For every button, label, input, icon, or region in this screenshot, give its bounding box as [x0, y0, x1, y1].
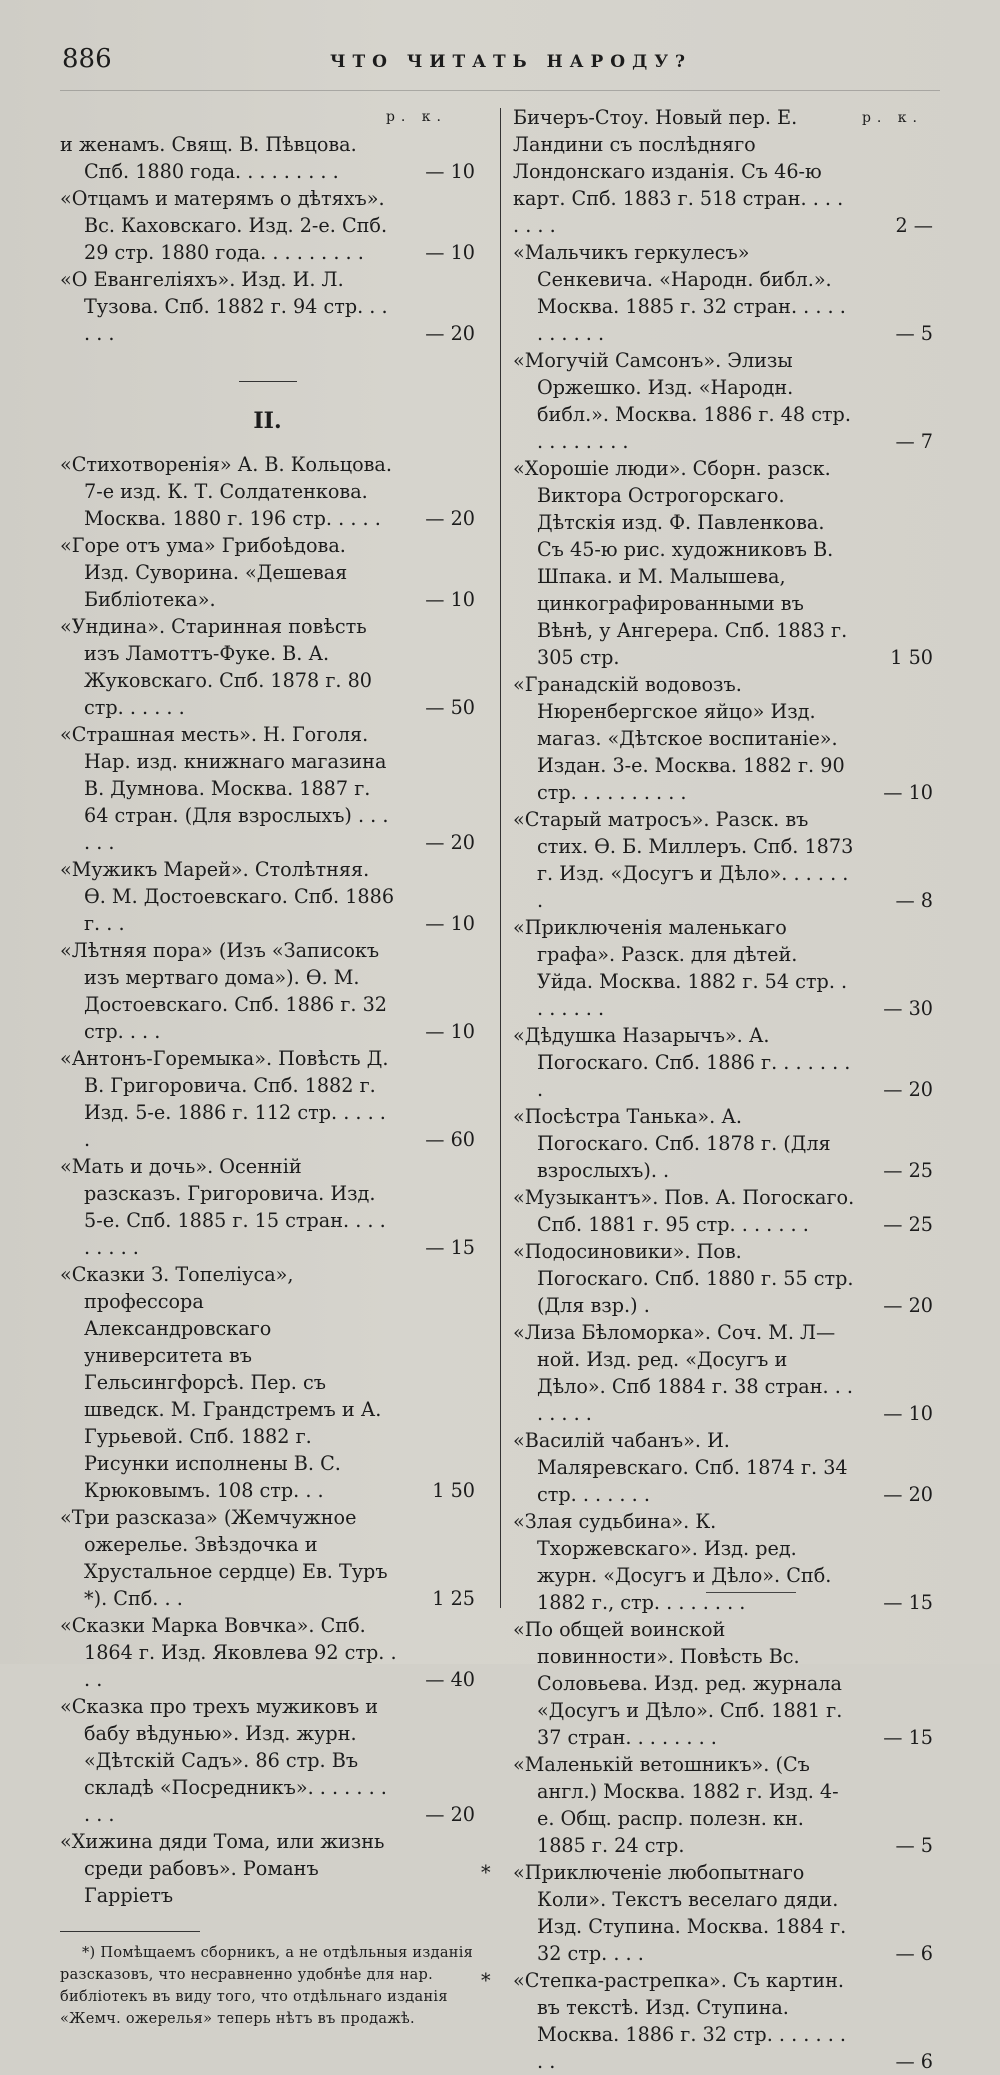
entry-price: — 10	[425, 241, 475, 264]
entry-price: — 40	[425, 1668, 475, 1691]
entry-price: — 6	[895, 1942, 933, 1965]
right-currency-label: р. к.	[861, 110, 923, 126]
entry-text: «Сказки Марка Вовчка». Спб. 1864 г. Изд. Яковлева 92 стр. . . .	[60, 1614, 397, 1691]
entry-text: Бичеръ-Стоу. Новый пер. Е. Ландини съ послѣдняго Лондонскаго изданія. Съ 46-ю карт. Спб. 1883 г. 518 стран. . . . . . . .	[513, 106, 844, 237]
entry-price: — 20	[425, 831, 475, 854]
catalog-entry	[60, 1828, 475, 1909]
left-entries	[60, 451, 475, 1909]
entry-text: «Злая судьбина». К. Тхоржевскаго». Изд. ред. журн. «Досугъ и Дѣло». Спб. 1882 г., стр. . . . . . . .	[513, 1510, 832, 1614]
entry-text: «Отцамъ и матерямъ о дѣтяхъ». Вс. Каховскаго. Изд. 2-е. Спб. 29 стр. 1880 года. . . . . . . . .	[60, 187, 388, 264]
right-column	[481, 104, 933, 2075]
entry-text: «Лиза Бѣломорка». Соч. М. Л—ной. Изд. ред. «Досугъ и Дѣло». Спб 1884 г. 38 стран. . . . . . . .	[513, 1321, 854, 1425]
entry-price: — 6	[895, 2050, 933, 2073]
entry-price: — 20	[425, 322, 475, 345]
catalog-entry	[60, 856, 475, 937]
catalog-entry	[513, 1184, 933, 1238]
page-number: 886	[62, 44, 112, 74]
entry-price: — 50	[425, 696, 475, 719]
catalog-entry	[513, 239, 933, 347]
entry-text: «Ундина». Старинная повѣсть изъ Ламоттъ-Фуке. В. А. Жуковскаго. Спб. 1878 г. 80 стр. . . . . .	[60, 615, 372, 719]
entry-text: «Сказки З. Топеліуса», профессора Александровскаго университета въ Гельсингфорсѣ. Пер. съ шведск. М. Грандстремъ и А. Гурьевой. Спб. 1882 г. Рисунки исполнены В. С. Крюковымъ. 108 стр. . .	[60, 1263, 382, 1502]
left-top-entries	[60, 131, 475, 347]
catalog-entry	[60, 185, 475, 266]
catalog-entry: * «Приключеніе любопытнаго Коли». Текстъ веселаго дяди. Изд. Ступина. Москва. 1884 г. 32 стр. . . . — 6	[481, 1861, 933, 1965]
entry-text: «Посѣстра Танька». А. Погоскаго. Спб. 1878 г. (Для взрослыхъ). .	[513, 1105, 831, 1182]
entry-price: — 10	[883, 781, 933, 804]
entry-text: «О Евангеліяхъ». Изд. И. Л. Тузова. Спб. 1882 г. 94 стр. . . . . .	[60, 268, 388, 345]
entry-price: — 10	[425, 912, 475, 935]
catalog-entry	[60, 266, 475, 347]
section-rule	[239, 381, 297, 382]
catalog-entry	[513, 1616, 933, 1751]
entry-text: «Мужикъ Марей». Столѣтняя. Ѳ. М. Достоевскаго. Спб. 1886 г. . .	[60, 858, 395, 935]
entry-price: — 7	[895, 430, 933, 453]
catalog-entry	[60, 937, 475, 1045]
entry-price: — 5	[895, 1834, 933, 1857]
entry-text: «Мальчикъ геркулесъ» Сенкевича. «Народн. библ.». Москва. 1885 г. 32 стран. . . . . . . . . . .	[513, 241, 846, 345]
currency-label: р. к.	[385, 109, 447, 125]
catalog-entry	[60, 1504, 475, 1612]
catalog-entry	[60, 1693, 475, 1828]
currency-header	[60, 104, 475, 131]
entry-price: — 15	[883, 1726, 933, 1749]
entry-price: — 8	[895, 889, 933, 912]
catalog-entry	[60, 721, 475, 856]
entry-text: «Горе отъ ума» Грибоѣдова. Изд. Суворина. «Дешевая Библіотека».	[60, 534, 348, 611]
entry-price: — 25	[883, 1213, 933, 1236]
section-title: II.	[253, 408, 282, 434]
catalog-entry	[513, 1427, 933, 1508]
catalog-entry	[513, 914, 933, 1022]
entry-text: «Стихотворенія» А. В. Кольцова. 7-е изд. К. Т. Солдатенкова. Москва. 1880 г. 196 стр. . . . .	[60, 453, 392, 530]
catalog-entry	[513, 104, 933, 239]
catalog-entry	[513, 671, 933, 806]
entry-text: «Приключенія маленькаго графа». Разск. для дѣтей. Уйда. Москва. 1882 г. 54 стр. . . . . . . .	[513, 916, 848, 1020]
catalog-entry	[513, 806, 933, 914]
catalog-entry	[60, 532, 475, 613]
entry-text: «Музыкантъ». Пов. А. Погоскаго. Спб. 1881 г. 95 стр. . . . . . .	[513, 1186, 855, 1236]
entry-price: — 10	[425, 1020, 475, 1043]
entry-text: «Хорошіе люди». Сборн. разск. Виктора Острогорскаго. Дѣтскія изд. Ф. Павленкова. Съ 45-ю рис. художниковъ В. Шпака. и М. Малышева, цинкографированными въ Вѣнѣ, у Ангерера. Спб. 1883 г. 305 стр.	[513, 457, 848, 669]
entry-text: «Дѣдушка Назарычъ». А. Погоскаго. Спб. 1886 г. . . . . . . .	[513, 1024, 851, 1101]
right-entries	[481, 104, 933, 2075]
catalog-entry	[513, 1319, 933, 1427]
entry-text: «Хижина дяди Тома, или жизнь среди рабовъ». Романъ Гарріетъ	[60, 1830, 385, 1907]
catalog-entry	[60, 1153, 475, 1261]
footnote: *) Помѣщаемъ сборникъ, а не отдѣльныя изданія разсказовъ, что несравненно удобнѣе для нар. библіотекъ въ виду того, что отдѣльнаго изданія «Жемч. ожерелья» теперь нѣтъ въ продажѣ.	[60, 1945, 474, 2027]
entry-text: и женамъ. Свящ. В. Пѣвцова. Спб. 1880 года. . . . . . . . .	[60, 133, 357, 183]
entry-text: «Степка-растрепка». Съ картин. въ текстѣ. Изд. Ступина. Москва. 1886 г. 32 стр. . . . . . . . .	[513, 1969, 847, 2073]
entry-price: — 60	[425, 1128, 475, 1151]
header-rule	[60, 90, 940, 91]
entry-price: — 10	[883, 1402, 933, 1425]
catalog-entry	[513, 347, 933, 455]
entry-text: «Старый матросъ». Разск. въ стих. Ѳ. Б. Миллеръ. Спб. 1873 г. Изд. «Досугъ и Дѣло». . . . . . .	[513, 808, 854, 912]
running-title: ЧТО ЧИТАТЬ НАРОДУ?	[330, 52, 692, 72]
entry-price: 2 —	[895, 214, 933, 237]
entry-text: «Маленькій ветошникъ». (Съ англ.) Москва. 1882 г. Изд. 4-е. Общ. распр. полезн. кн. 1885 г. 24 стр.	[513, 1753, 839, 1857]
entry-text: «Василій чабанъ». И. Маляревскаго. Спб. 1874 г. 34 стр. . . . . . .	[513, 1429, 848, 1506]
catalog-entry	[513, 1508, 933, 1616]
left-column	[60, 104, 475, 2030]
entry-price: 1 25	[432, 1587, 475, 1610]
entry-price: — 30	[883, 997, 933, 1020]
entry-text: «Сказка про трехъ мужиковъ и бабу вѣдунью». Изд. журн. «Дѣтскій Садъ». 86 стр. Въ складѣ «Посредникъ». . . . . . . . . .	[60, 1695, 387, 1826]
catalog-entry: * «Степка-растрепка». Съ картин. въ текстѣ. Изд. Ступина. Москва. 1886 г. 32 стр. . . . . . . . . — 6	[481, 1969, 933, 2073]
entry-text: «Приключеніе любопытнаго Коли». Текстъ веселаго дяди. Изд. Ступина. Москва. 1884 г. 32 стр. . . .	[513, 1861, 847, 1965]
entry-text: «Могучій Самсонъ». Элизы Оржешко. Изд. «Народн. библ.». Москва. 1886 г. 48 стр. . . . . . . . .	[513, 349, 851, 453]
entry-price: — 10	[425, 160, 475, 183]
catalog-entry	[513, 455, 933, 671]
bottom-rule	[706, 1592, 796, 1593]
entry-price: — 20	[883, 1078, 933, 1101]
entry-text: «Страшная месть». Н. Гоголя. Нар. изд. книжнаго магазина В. Думнова. Москва. 1887 г. 64 стран. (Для взрослыхъ) . . . . . .	[60, 723, 389, 854]
catalog-entry	[60, 1261, 475, 1504]
catalog-entry	[513, 1751, 933, 1859]
entry-price: — 20	[883, 1294, 933, 1317]
catalog-entry	[60, 451, 475, 532]
entry-text: «Подосиновики». Пов. Погоскаго. Спб. 1880 г. 55 стр. (Для взр.) .	[513, 1240, 854, 1317]
footnote-rule	[60, 1931, 200, 1932]
entry-text: «Лѣтняя пора» (Изъ «Записокъ изъ мертваго дома»). Ѳ. М. Достоевскаго. Спб. 1886 г. 32 стр. . . .	[60, 939, 388, 1043]
column-divider	[500, 108, 501, 1608]
catalog-entry	[513, 1238, 933, 1319]
entry-text: «По общей воинской повинности». Повѣсть Вс. Соловьева. Изд. ред. журнала «Досугъ и Дѣло». Спб. 1881 г. 37 стран. . . . . . . .	[513, 1618, 843, 1749]
catalog-entry	[60, 613, 475, 721]
catalog-entry	[513, 1022, 933, 1103]
catalog-entry	[60, 1612, 475, 1693]
entry-price: 1 50	[432, 1479, 475, 1502]
entry-text: «Гранадскій водовозъ. Нюренбергское яйцо» Изд. магаз. «Дѣтское воспитаніе». Издан. 3-е. Москва. 1882 г. 90 стр. . . . . . . . . .	[513, 673, 845, 804]
catalog-entry	[513, 1103, 933, 1184]
entry-price: 1 50	[890, 646, 933, 669]
entry-price: — 20	[425, 1803, 475, 1826]
entry-price: — 15	[425, 1236, 475, 1259]
entry-price: — 20	[883, 1483, 933, 1506]
entry-price: — 25	[883, 1159, 933, 1182]
entry-text: «Мать и дочь». Осенній разсказъ. Григоровича. Изд. 5-е. Спб. 1885 г. 15 стран. . . . . . . . .	[60, 1155, 386, 1259]
entry-text: «Три разсказа» (Жемчужное ожерелье. Звѣздочка и Хрустальное сердце) Ев. Туръ *). Спб. . .	[60, 1506, 388, 1610]
catalog-entry	[60, 1045, 475, 1153]
entry-price: — 15	[883, 1591, 933, 1614]
entry-price: — 10	[425, 588, 475, 611]
entry-price: — 5	[895, 322, 933, 345]
entry-price: — 20	[425, 507, 475, 530]
entry-text: «Антонъ-Горемыка». Повѣсть Д. В. Григоровича. Спб. 1882 г. Изд. 5-е. 1886 г. 112 стр. . . . . .	[60, 1047, 389, 1151]
catalog-entry	[60, 131, 475, 185]
